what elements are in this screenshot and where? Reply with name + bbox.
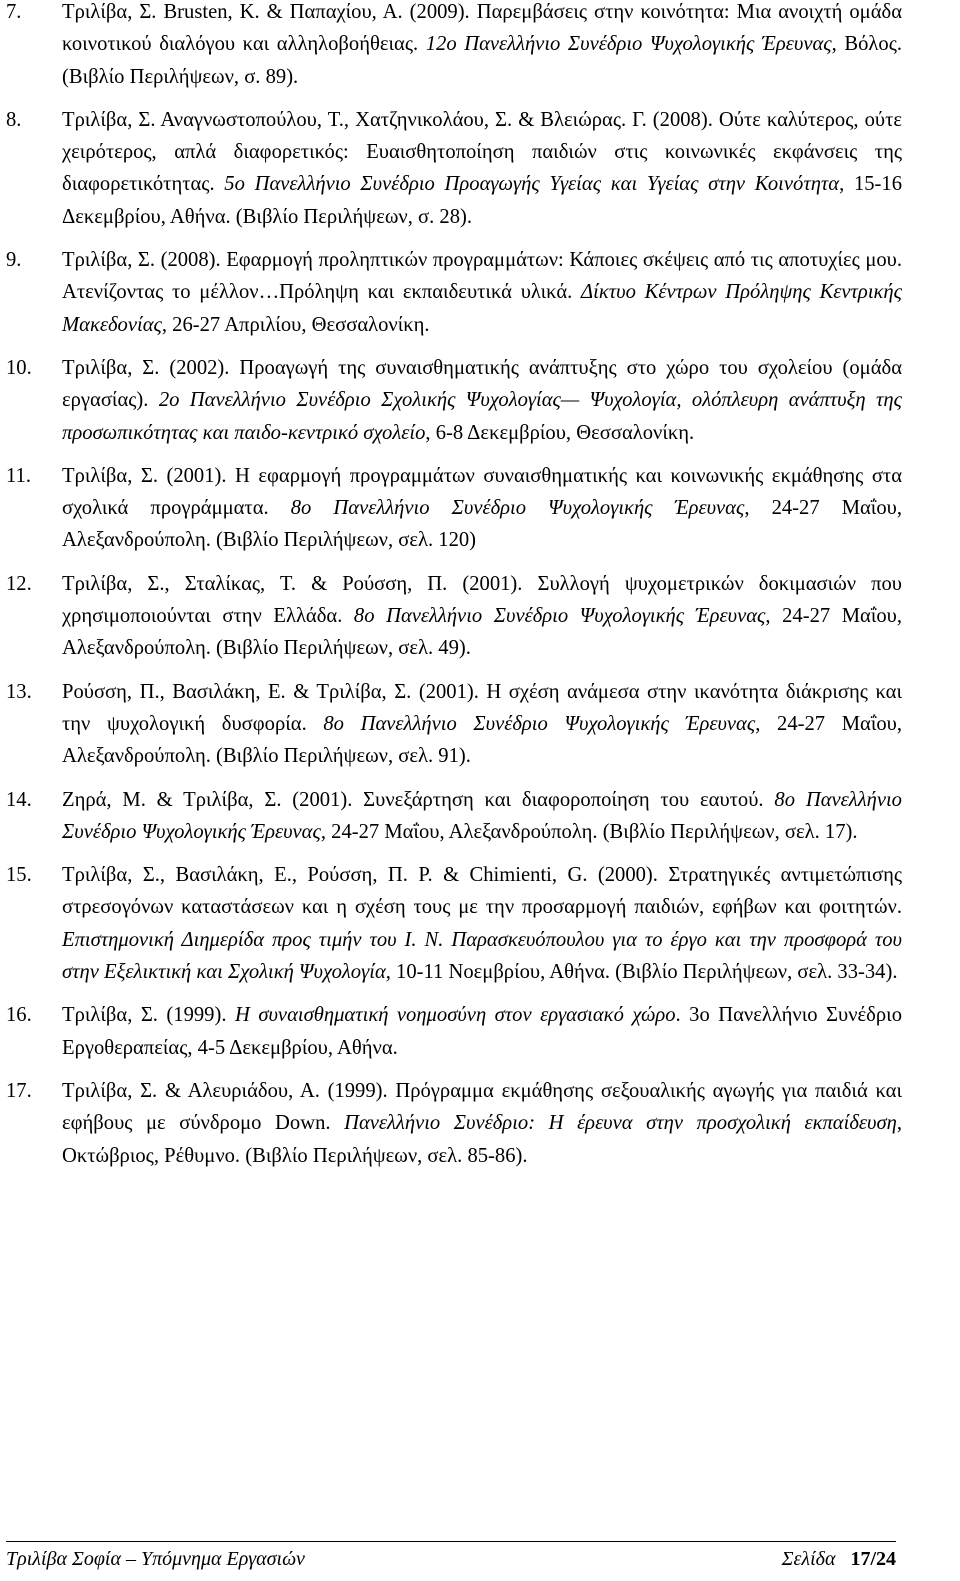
reference-source-italic: 12ο Πανελλήνιο Συνέδριο Ψυχολογικής Έρευνας [425,33,832,56]
reference-number: 10. [6,356,32,379]
reference-text: , 24-27 Μαΐου, Αλεξανδρούπολη. (Βιβλίο Περιλήψεων, σελ. 49). [62,605,903,660]
reference-text: Τριλίβα, Σ. Αναγνωστοπούλου, Τ., Χατζηνικολάου, Σ. & Βλειώρας. Γ. (2008). Ούτε καλύτερος, ούτε χειρότερος, απλά διαφορετικός: Ευαισθητοποίηση παιδιών στις κοινωνικές εκφάνσεις της διαφορετικότητας. [62,108,902,196]
reference-text: , 24-27 Μαΐου, Αλεξανδρούπολη. (Βιβλίο Περιλήψεων, σελ. 91). [62,712,902,768]
footer-divider [6,1541,896,1542]
reference-number: 12. [6,572,32,595]
reference-source-italic: 8ο Πανελλήνιο Συνέδριο Ψυχολογικής Έρευνας [290,497,745,520]
reference-number: 16. [6,1004,32,1027]
footer-page-number: 17/24 [850,1548,896,1570]
reference-text: , 15-16 Δεκεμβρίου, Αθήνα. (Βιβλίο Περιλήψεων, σ. 28). [62,173,902,228]
reference-number: 13. [6,680,32,703]
reference-text: Τριλίβα, Σ. (2008). Εφαρμογή προληπτικών προγραμμάτων: Κάποιες σκέψεις από τις αποτυχίες μου. Ατενίζοντας το μέλλον…Πρόληψη και εκπαιδευτικά υλικά. [62,249,902,304]
reference-item [6,568,902,665]
reference-text: Ζηρά, Μ. & Τριλίβα, Σ. (2001). Συνεξάρτηση και διαφοροποίηση του εαυτού. [62,788,775,811]
reference-text: Τριλίβα, Σ. (2002). Προαγωγή της συναισθηματικής ανάπτυξης στο χώρο του σχολείου (ομάδα εργασίας). [62,356,902,412]
reference-number: 15. [6,864,32,887]
reference-item [6,352,902,449]
reference-item [6,244,902,341]
reference-text: , Βόλος. (Βιβλίο Περιλήψεων, σ. 89). [62,33,902,88]
reference-text: Τριλίβα, Σ. (1999). [62,1004,235,1027]
reference-source-italic: Δίκτυο Κέντρων Πρόληψης Κεντρικής Μακεδονίας [62,281,902,336]
reference-source-italic: Επιστημονική Διημερίδα προς τιμήν του Ι. Ν. Παρασκευόπουλου για το έργο και την προσφορά του στην Εξελικτική και Σχολική Ψυχολογία [62,928,902,984]
reference-text: Τριλίβα, Σ. (2001). Η εφαρμογή προγραμμάτων συναισθηματικής και κοινωνικής εκμάθησης στα σχολικά προγράμματα. [62,464,902,520]
footer-author-title: Τριλίβα Σοφία – Υπόμνημα Εργασιών [6,1548,305,1570]
reference-item [6,0,902,93]
footer-page-indicator [782,1546,896,1572]
reference-item [6,104,902,233]
reference-source-italic: 8ο Πανελλήνιο Συνέδριο Ψυχολογικής Έρευνας [62,788,902,843]
reference-item [6,859,902,988]
reference-text: , 10-11 Νοεμβρίου, Αθήνα. (Βιβλίο Περιλήψεων, σελ. 33-34). [385,961,898,984]
reference-text: . 3ο Πανελλήνιο Συνέδριο Εργοθεραπείας, 4-5 Δεκεμβρίου, Αθήνα. [62,1004,902,1059]
reference-source-italic: 8ο Πανελλήνιο Συνέδριο Ψυχολογικής Έρευνας [323,712,756,735]
reference-text: Τριλίβα, Σ. Brusten, K. & Παπαχίου, Α. (2009). Παρεμβάσεις στην κοινότητα: Μια ανοιχτή ομάδα κοινοτικού διαλόγου και αλληλοβοήθειας. [62,1,902,56]
reference-number: 7. [6,1,22,23]
reference-list [6,0,902,1183]
reference-text: , 6-8 Δεκεμβρίου, Θεσσαλονίκη. [425,421,695,444]
reference-item [6,1075,902,1172]
reference-text: Ρούσση, Π., Βασιλάκη, Ε. & Τριλίβα, Σ. (2001). Η σχέση ανάμεσα στην ικανότητα διάκρισης και την ψυχολογική δυσφορία. [62,680,902,735]
reference-number: 17. [6,1079,32,1102]
footer-page-label: Σελίδα [781,1548,836,1570]
reference-number: 8. [6,108,22,131]
reference-text: Τριλίβα, Σ., Βασιλάκη, Ε., Ρούσση, Π. Ρ. & Chimienti, G. (2000). Στρατηγικές αντιμετώπισης στρεσογόνων καταστάσεων και η σχέση τους με την προσαρμογή παιδιών, εφήβων και φοιτητών. [62,864,902,919]
reference-text: Τριλίβα, Σ. & Αλευριάδου, Α. (1999). Πρόγραμμα εκμάθησης σεξουαλικής αγωγής για παιδιά και εφήβους με σύνδρομο Down. [62,1079,902,1135]
reference-source-italic: 8ο Πανελλήνιο Συνέδριο Ψυχολογικής Έρευνας [353,605,766,628]
reference-source-italic: Πανελλήνιο Συνέδριο: Η έρευνα στην προσχολική εκπαίδευση [344,1112,897,1135]
reference-number: 14. [6,788,32,811]
reference-text: , 24-27 Μαΐου, Αλεξανδρούπολη. (Βιβλίο Περιλήψεων, σελ. 120) [62,497,902,552]
reference-source-italic: 2ο Πανελλήνιο Συνέδριο Σχολικής Ψυχολογίας— Ψυχολογία, ολόπλευρη ανάπτυξη της προσωπικότητας και παιδο-κεντρικό σχολείο [62,389,902,444]
reference-source-italic: 5ο Πανελλήνιο Συνέδριο Προαγωγής Υγείας και Υγείας στην Κοινότητα [224,173,840,196]
reference-source-italic: Η συναισθηματική νοημοσύνη στον εργασιακό χώρο [234,1004,676,1027]
reference-text: Τριλίβα, Σ., Σταλίκας, Τ. & Ρούσση, Π. (2001). Συλλογή ψυχομετρικών δοκιμασιών που χρησιμοποιούνται στην Ελλάδα. [62,572,902,628]
reference-item [6,999,902,1064]
reference-number: 11. [6,464,31,487]
reference-text: , Οκτώβριος, Ρέθυμνο. (Βιβλίο Περιλήψεων, σελ. 85-86). [62,1112,902,1167]
reference-item [6,676,902,773]
reference-number: 9. [6,249,22,272]
reference-text: , 26-27 Απριλίου, Θεσσαλονίκη. [161,313,430,336]
reference-text: , 24-27 Μαΐου, Αλεξανδρούπολη. (Βιβλίο Περιλήψεων, σελ. 17). [320,820,858,843]
reference-item [6,460,902,557]
reference-item [6,784,902,849]
